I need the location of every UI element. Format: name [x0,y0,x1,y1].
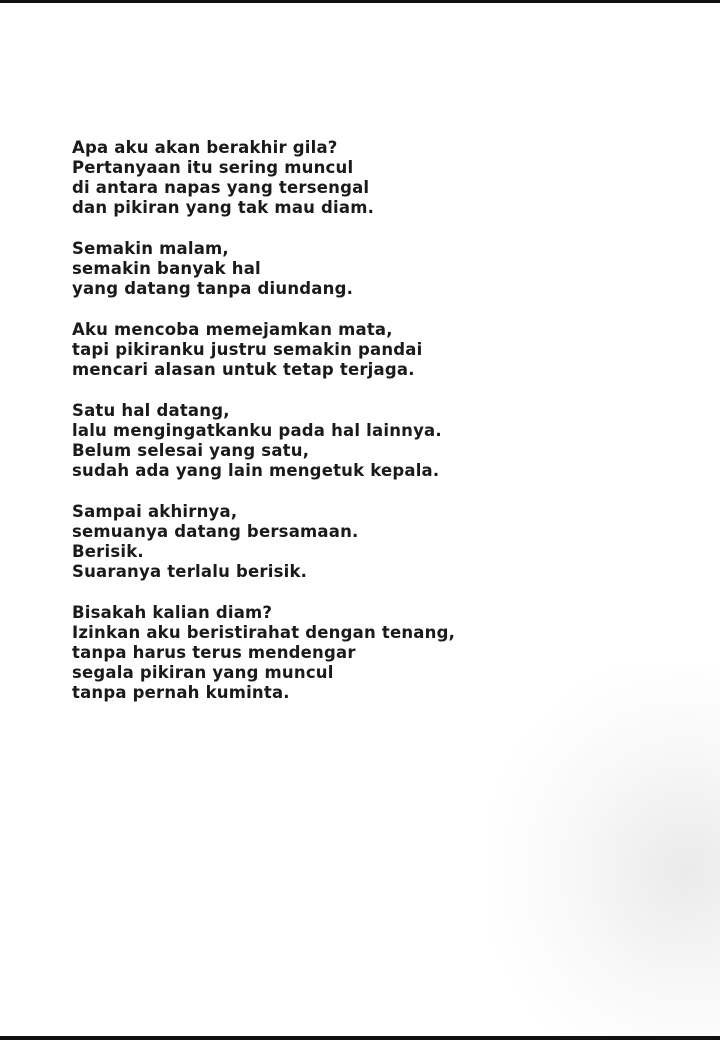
stanza-1 [72,138,672,218]
poem-line: mencari alasan untuk tetap terjaga. [72,360,415,379]
poem-line: dan pikiran yang tak mau diam. [72,198,375,217]
poem-line: tanpa pernah kuminta. [72,683,290,702]
poem-line: Sampai akhirnya, [72,502,238,521]
poem-line: Apa aku akan berakhir gila? [72,138,338,157]
poem-line: sudah ada yang lain mengetuk kepala. [72,461,440,480]
poem-line: segala pikiran yang muncul [72,663,334,682]
poem-line: semuanya datang bersamaan. [72,522,359,541]
poem-line: Pertanyaan itu sering muncul [72,158,354,177]
poem-page [0,3,720,1036]
stanza-3 [72,320,672,380]
poem-line: Berisik. [72,542,144,561]
poem-line: di antara napas yang tersengal [72,178,370,197]
poem-line: yang datang tanpa diundang. [72,279,354,298]
poem-line: Satu hal datang, [72,401,230,420]
stanza-5 [72,502,672,582]
poem-line: Izinkan aku beristirahat dengan tenang, [72,623,456,642]
poem-line: tapi pikiranku justru semakin pandai [72,340,423,359]
poem-line: semakin banyak hal [72,259,261,278]
poem-line: Semakin malam, [72,239,229,258]
stanza-2 [72,239,672,299]
poem-line: Belum selesai yang satu, [72,441,310,460]
poem-line: Bisakah kalian diam? [72,603,273,622]
stanza-4 [72,401,672,481]
stanza-6 [72,603,672,703]
poem-line: tanpa harus terus mendengar [72,643,356,662]
bottom-border [0,1036,720,1040]
poem-text [72,138,672,724]
poem-line: lalu mengingatkanku pada hal lainnya. [72,421,442,440]
poem-line: Aku mencoba memejamkan mata, [72,320,393,339]
poem-line: Suaranya terlalu berisik. [72,562,308,581]
